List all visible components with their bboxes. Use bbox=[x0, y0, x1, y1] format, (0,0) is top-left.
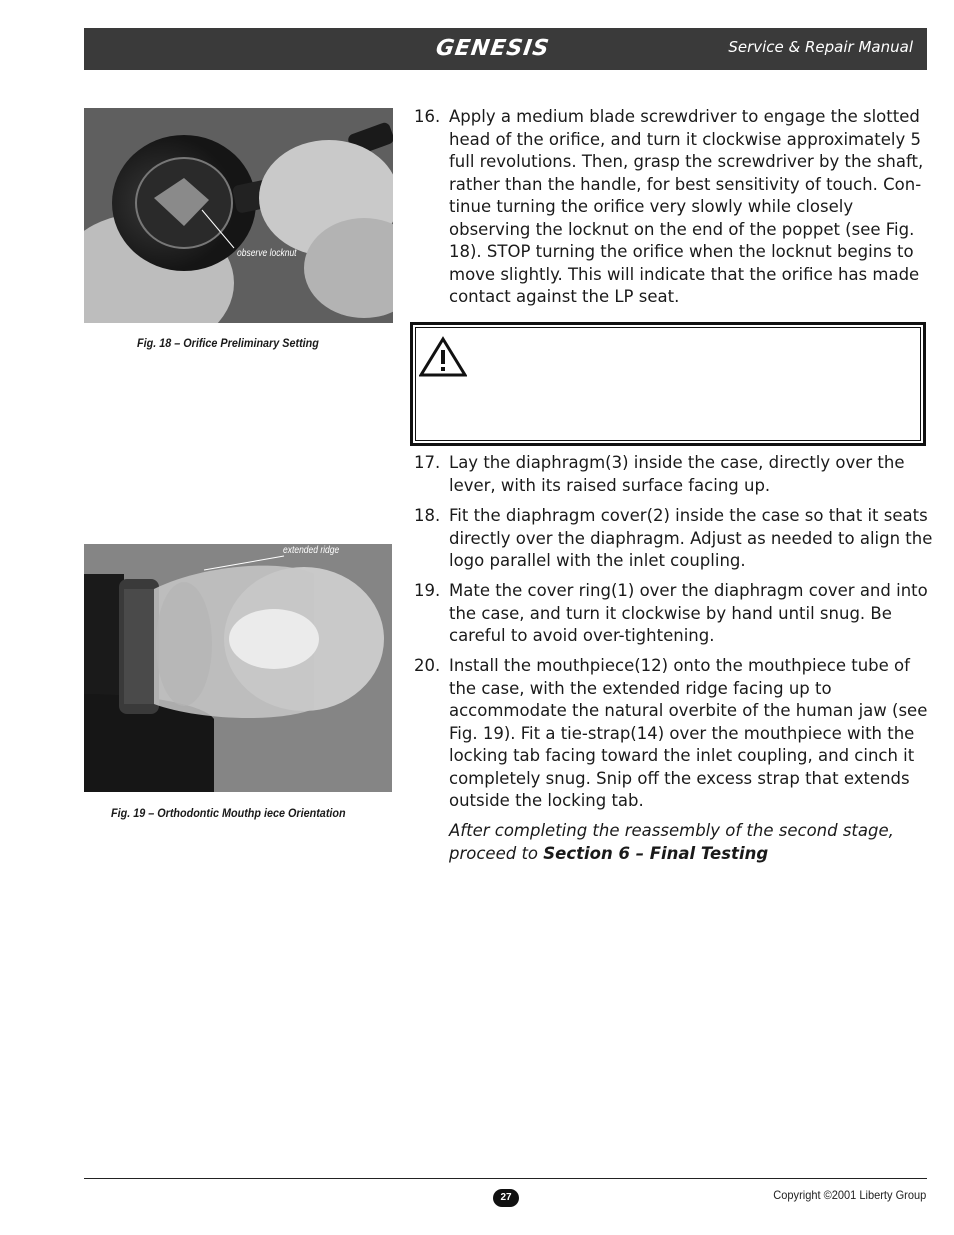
section-link[interactable]: Section 6 – Final Testing bbox=[543, 843, 769, 863]
manual-title: Service & Repair Manual bbox=[728, 38, 913, 56]
step-text: Install the mouthpiece(12) onto the mouthpiece tube of the case, with the extended ridge facing up to accommodate the natural overbite of the human jaw (see Fig. 19). Fit a tie-strap(14) over the mouthpiece with the locking tab facing toward the inlet coupling, and cinch it completely snug. Snip off the excess strap that extends outside the locking tab. bbox=[449, 656, 928, 810]
figure-19-caption: Fig. 19 – Orthodontic Mouthp iece Orientation bbox=[111, 806, 346, 820]
warning-box-inner bbox=[415, 327, 921, 441]
header-bar bbox=[84, 28, 927, 70]
genesis-logo: GENESIS bbox=[434, 36, 552, 61]
closing-instruction bbox=[449, 820, 929, 865]
step-number: 17. bbox=[414, 453, 441, 472]
step-number: 16. bbox=[414, 107, 441, 126]
step-18 bbox=[414, 505, 934, 573]
figure-18-photo bbox=[84, 108, 393, 323]
page-number: 27 bbox=[493, 1189, 519, 1207]
footer-divider bbox=[84, 1178, 927, 1179]
warning-triangle-icon bbox=[419, 336, 467, 378]
step-number: 19. bbox=[414, 581, 441, 600]
step-20 bbox=[414, 655, 934, 813]
orifice-photo-illustration bbox=[84, 108, 393, 323]
copyright-notice: Copyright ©2001 Liberty Group bbox=[773, 1188, 926, 1202]
step-number: 18. bbox=[414, 506, 441, 525]
step-17 bbox=[414, 452, 934, 497]
figure-19-photo bbox=[84, 544, 392, 792]
step-text: Apply a medium blade screwdriver to engage the slotted head of the orifice, and turn it clockwise approximately 5 full revolutions. Then, grasp the screwdriver by the shaft, rather than the handle, for best sensitivity of touch. Con-tinue turning the orifice very slowly while closely observing the locknut on the end of the poppet (see Fig. 18). STOP turning the orifice when the locknut begins to move slightly. This will indicate that the orifice has made contact against the LP seat. bbox=[449, 107, 924, 306]
closing-lead: After completing the reassembly of the second stage, proceed to bbox=[449, 821, 894, 863]
figure-18-caption: Fig. 18 – Orifice Preliminary Setting bbox=[137, 336, 319, 350]
step-text: Fit the diaphragm cover(2) inside the case so that it seats directly over the diaphragm. Adjust as needed to align the logo parallel with the inlet coupling. bbox=[449, 506, 933, 570]
step-19 bbox=[414, 580, 934, 648]
callout-observe-locknut: observe locknut bbox=[237, 248, 297, 259]
warning-box bbox=[410, 322, 926, 446]
step-16 bbox=[414, 106, 930, 309]
step-text: Mate the cover ring(1) over the diaphragm cover and into the case, and turn it clockwise by hand until snug. Be careful to avoid over-tightening. bbox=[449, 581, 928, 645]
mouthpiece-photo-illustration bbox=[84, 544, 392, 792]
step-number: 20. bbox=[414, 656, 441, 675]
callout-extended-ridge: extended ridge bbox=[283, 545, 340, 556]
step-text: Lay the diaphragm(3) inside the case, directly over the lever, with its raised surface facing up. bbox=[449, 453, 905, 495]
